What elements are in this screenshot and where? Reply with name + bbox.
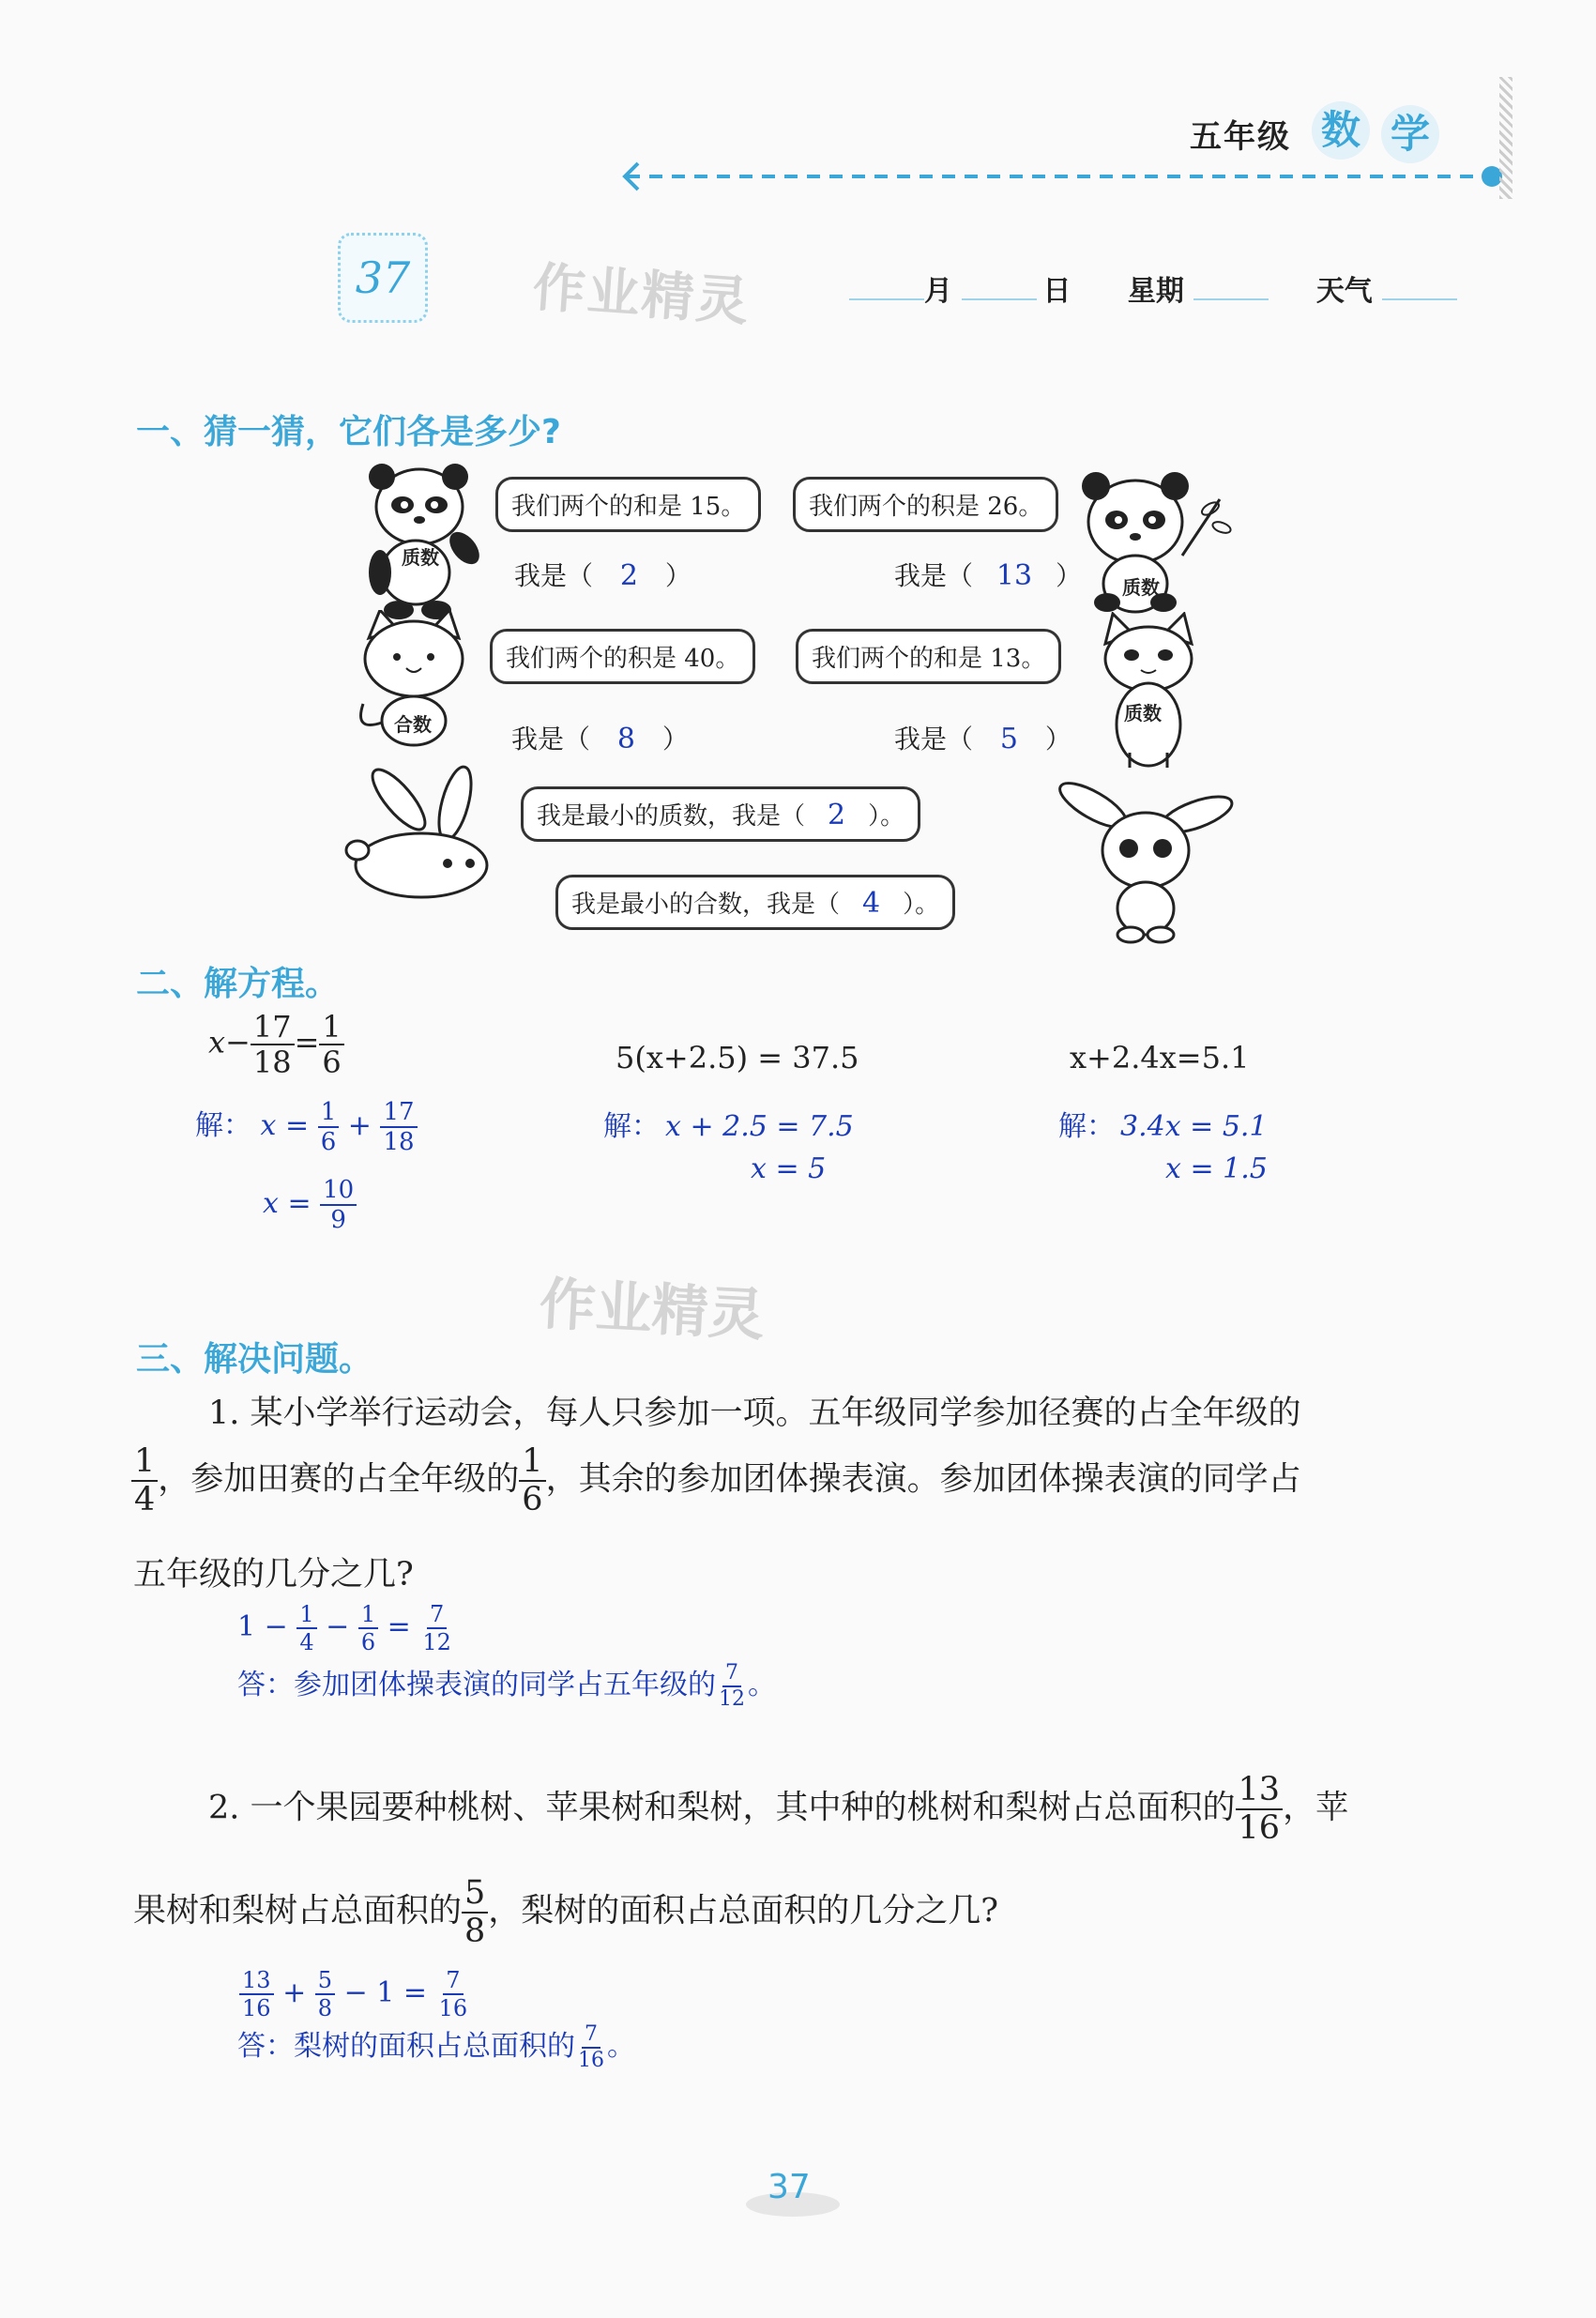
q1-line-2: $\frac{1}{4}$ ，参加田赛的占全年级的 $\frac{1}{6}$ ，其余的参加团体操表演。参加团体操表演的同学占 <box>131 1445 1301 1517</box>
equation-3-step-2: x = 1.5 <box>1165 1152 1268 1185</box>
rabbit-left-icon <box>342 762 502 903</box>
fraction: $\frac{7}{16}$ <box>578 2022 604 2072</box>
bubble-panda-left: 我们两个的和是 15。 <box>495 477 761 532</box>
panda-left-icon <box>361 462 483 621</box>
answer-value: 2 <box>619 559 639 592</box>
weather-label: 天气 <box>1315 275 1373 308</box>
grade-label: 五年级 <box>1190 118 1291 156</box>
fraction: $\frac{5}{8}$ <box>315 1969 335 2020</box>
fraction: $\frac{17}{18}$ <box>380 1100 417 1154</box>
q2-line-1: 2. 一个果园要种桃树、苹果树和梨树，其中种的桃树和梨树占总面积的 $\frac{13}{16}$ ，苹 <box>208 1771 1349 1847</box>
section3-title: 三、解决问题。 <box>136 1340 373 1379</box>
equation-1: x− $\frac{17}{18}$ = $\frac{1}{6}$ <box>208 1012 344 1077</box>
cat-right-tag: 质数 <box>1124 702 1162 724</box>
rabbit-right-icon <box>1056 777 1234 946</box>
subject-char-1: 数 <box>1312 101 1370 160</box>
cat-left-tag: 合数 <box>394 713 432 736</box>
answer-row-1-right: 我是（ 13 ） <box>894 559 1083 592</box>
answer-row-2-left: 我是（ 8 ） <box>511 723 689 755</box>
fraction: $\frac{5}{8}$ <box>462 1877 488 1948</box>
equation-2-step-1: 解： x + 2.5 = 7.5 <box>603 1110 854 1143</box>
answer-value: 13 <box>996 559 1033 592</box>
fraction: $\frac{1}{6}$ <box>519 1445 545 1517</box>
bubble-cat-left: 我们两个的积是 40。 <box>490 629 755 684</box>
lesson-number-badge: 37 <box>338 233 428 323</box>
date-line <box>849 267 1457 309</box>
answer-value: 2 <box>828 799 846 831</box>
watermark: 作业精灵 <box>530 256 752 334</box>
bubble-rabbit-right: 我是最小的合数，我是（ 4 ）。 <box>555 875 955 930</box>
fraction: $\frac{13}{16}$ <box>239 1969 274 2020</box>
answer-value: 5 <box>999 723 1019 755</box>
q1-line-3: 五年级的几分之几? <box>133 1556 414 1594</box>
bubble-cat-right: 我们两个的和是 13。 <box>796 629 1061 684</box>
watermark: 作业精灵 <box>538 1271 767 1350</box>
q2-calculation: $\frac{13}{16}$ + $\frac{5}{8}$ − 1 = $\frac{7}{16}$ <box>239 1969 470 2020</box>
weekday-label: 星期 <box>1127 275 1184 308</box>
section2-title: 二、解方程。 <box>136 965 340 1003</box>
page-number: 37 <box>768 2168 811 2206</box>
month-label: 月 <box>924 275 952 308</box>
q2-line-2: 果树和梨树占总面积的 $\frac{5}{8}$ ，梨树的面积占总面积的几分之几? <box>133 1874 999 1950</box>
equation-1-step-1: 解： x = $\frac{1}{6}$ + $\frac{17}{18}$ <box>195 1100 418 1154</box>
q2-answer: 答：梨树的面积占总面积的 $\frac{7}{16}$ 。 <box>237 2022 635 2072</box>
q1-calculation: 1 − $\frac{1}{4}$ − $\frac{1}{6}$ = $\frac{7}{12}$ <box>237 1603 454 1654</box>
equation-1-step-2: x = $\frac{10}{9}$ <box>263 1178 357 1232</box>
bubble-rabbit-left: 我是最小的质数，我是（ 2 ）。 <box>521 786 920 842</box>
fraction: $\frac{7}{12}$ <box>422 1601 451 1655</box>
bubble-panda-right: 我们两个的积是 26。 <box>793 477 1058 532</box>
fraction: $\frac{13}{16}$ <box>1236 1774 1284 1845</box>
equation-2: 5(x+2.5) = 37.5 <box>616 1040 859 1075</box>
fraction: $\frac{10}{9}$ <box>320 1178 357 1232</box>
equation-3-step-1: 解： 3.4x = 5.1 <box>1058 1110 1268 1143</box>
subject-char-2: 学 <box>1381 105 1439 163</box>
fraction: $\frac{17}{18}$ <box>251 1012 295 1077</box>
answer-row-1-left: 我是（ 2 ） <box>514 559 692 592</box>
cat-right-icon <box>1088 612 1210 771</box>
header-dashed-arrow <box>619 160 1511 193</box>
fraction: $\frac{1}{4}$ <box>131 1445 158 1517</box>
panda-right-tag: 质数 <box>1122 576 1160 599</box>
fraction: $\frac{7}{16}$ <box>438 1967 468 2021</box>
fraction: $\frac{7}{12}$ <box>719 1661 745 1711</box>
fraction: $\frac{1}{6}$ <box>358 1603 378 1654</box>
answer-value: 8 <box>616 723 636 755</box>
fraction: $\frac{1}{4}$ <box>296 1603 316 1654</box>
header-stripes <box>1499 77 1512 199</box>
answer-value: 4 <box>862 887 881 920</box>
panda-left-tag: 质数 <box>402 546 439 569</box>
q1-answer: 答：参加团体操表演的同学占五年级的 $\frac{7}{12}$ 。 <box>237 1661 776 1711</box>
day-label: 日 <box>1042 275 1072 308</box>
fraction: $\frac{1}{6}$ <box>318 1100 340 1154</box>
equation-3: x+2.4x=5.1 <box>1070 1040 1250 1075</box>
section1-title: 一、猜一猜，它们各是多少? <box>136 413 561 451</box>
q1-line-1: 1. 某小学举行运动会，每人只参加一项。五年级同学参加径赛的占全年级的 <box>208 1395 1301 1432</box>
equation-2-step-2: x = 5 <box>751 1152 827 1185</box>
answer-row-2-right: 我是（ 5 ） <box>894 723 1072 755</box>
fraction: $\frac{1}{6}$ <box>319 1012 343 1077</box>
